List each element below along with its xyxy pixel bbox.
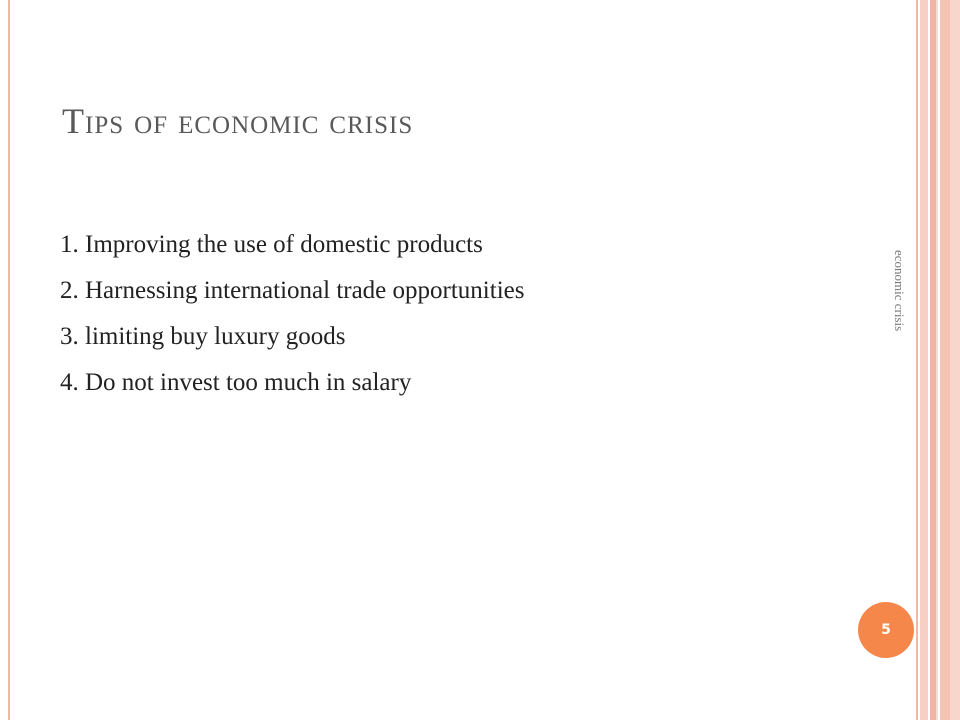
decorative-stripe <box>940 0 950 720</box>
list-item: 1. Improving the use of domestic products <box>60 231 483 258</box>
side-footer <box>884 250 914 380</box>
slide-title: Tips of economic crisis <box>62 101 414 141</box>
decorative-stripe <box>950 0 960 720</box>
decorative-stripe <box>916 0 918 720</box>
decorative-stripe <box>936 0 938 720</box>
page-number: 5 <box>881 622 891 638</box>
list-item: 4. Do not invest too much in salary <box>60 369 412 396</box>
list-item: 2. Harnessing international trade opportunities <box>60 277 525 304</box>
page-number-badge <box>858 602 914 658</box>
footer-text: economic crisis <box>892 250 907 332</box>
list-item: 3. limiting buy luxury goods <box>60 323 346 350</box>
left-border-line <box>8 0 10 720</box>
tips-list <box>60 222 524 406</box>
decorative-stripe <box>920 0 928 720</box>
